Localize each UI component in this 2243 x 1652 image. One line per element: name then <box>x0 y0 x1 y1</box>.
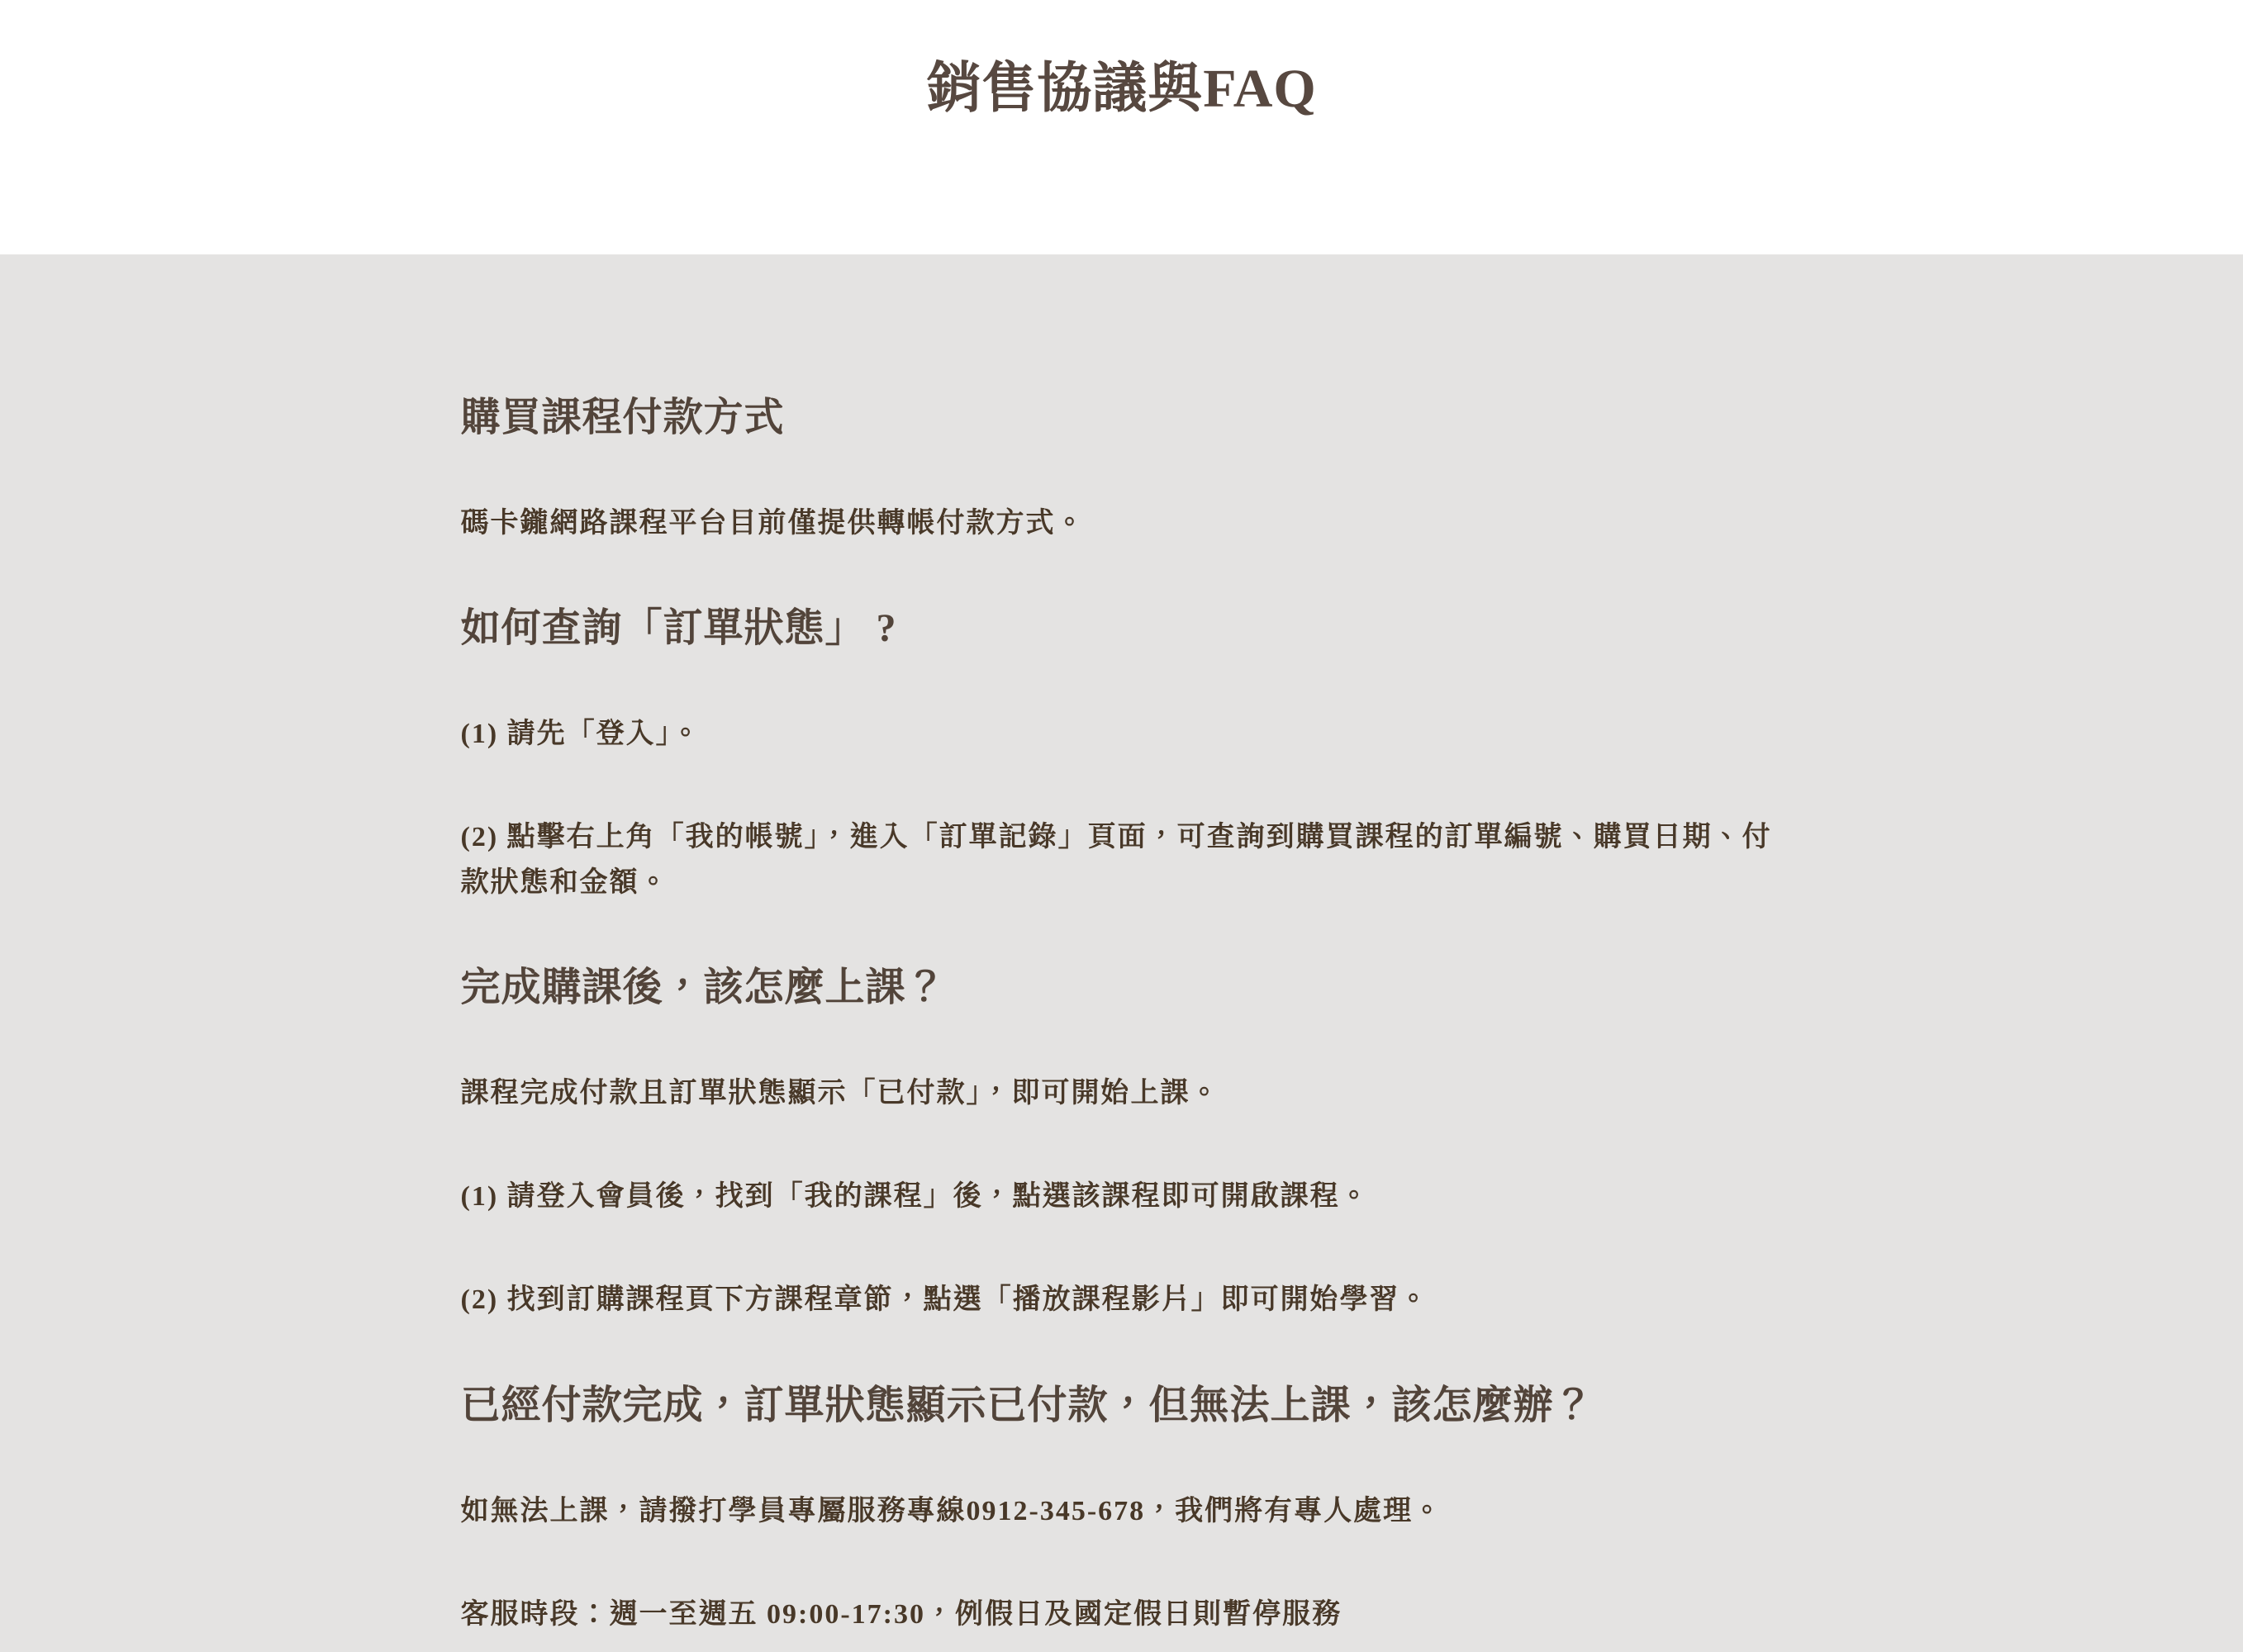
faq-heading-paid-but-cannot-attend: 已經付款完成，訂單狀態顯示已付款，但無法上課，該怎麼辦？ <box>460 1383 1594 1427</box>
faq-paragraph-attend-intro: 課程完成付款且訂單狀態顯示「已付款」，即可開始上課。 <box>460 1078 1220 1109</box>
faq-heading-order-status: 如何查詢「訂單狀態」 ? <box>460 606 897 651</box>
faq-section <box>0 254 2243 1652</box>
faq-paragraph-service-hotline: 如無法上課，請撥打學員專屬服務專線0912-345-678，我們將有專人處理。 <box>460 1495 1443 1526</box>
faq-paragraph-order-step-2: (2) 點擊右上角「我的帳號」，進入「訂單記錄」頁面，可查詢到購買課程的訂單編號、購買日期、付款狀態和金額。 <box>460 822 1772 899</box>
faq-paragraph-payment-info: 碼卡鑨網路課程平台目前僅提供轉帳付款方式。 <box>460 508 1086 539</box>
faq-paragraph-attend-step-1: (1) 請登入會員後，找到「我的課程」後，點選該課程即可開啟課程。 <box>460 1181 1370 1213</box>
faq-paragraph-service-hours: 客服時段：週一至週五 09:00-17:30，例假日及國定假日則暫停服務 <box>460 1598 1342 1630</box>
faq-paragraph-attend-step-2: (2) 找到訂購課程頁下方課程章節，點選「播放課程影片」即可開始學習。 <box>460 1284 1429 1316</box>
faq-paragraph-order-step-1: (1) 請先「登入」。 <box>460 719 701 750</box>
faq-content <box>461 393 1783 1637</box>
page-header <box>0 0 2243 254</box>
faq-heading-how-to-attend: 完成購課後，該怎麼上課？ <box>460 966 947 1010</box>
page-title: 銷售協議與FAQ <box>926 59 1317 119</box>
faq-heading-payment-methods: 購買課程付款方式 <box>460 396 785 439</box>
